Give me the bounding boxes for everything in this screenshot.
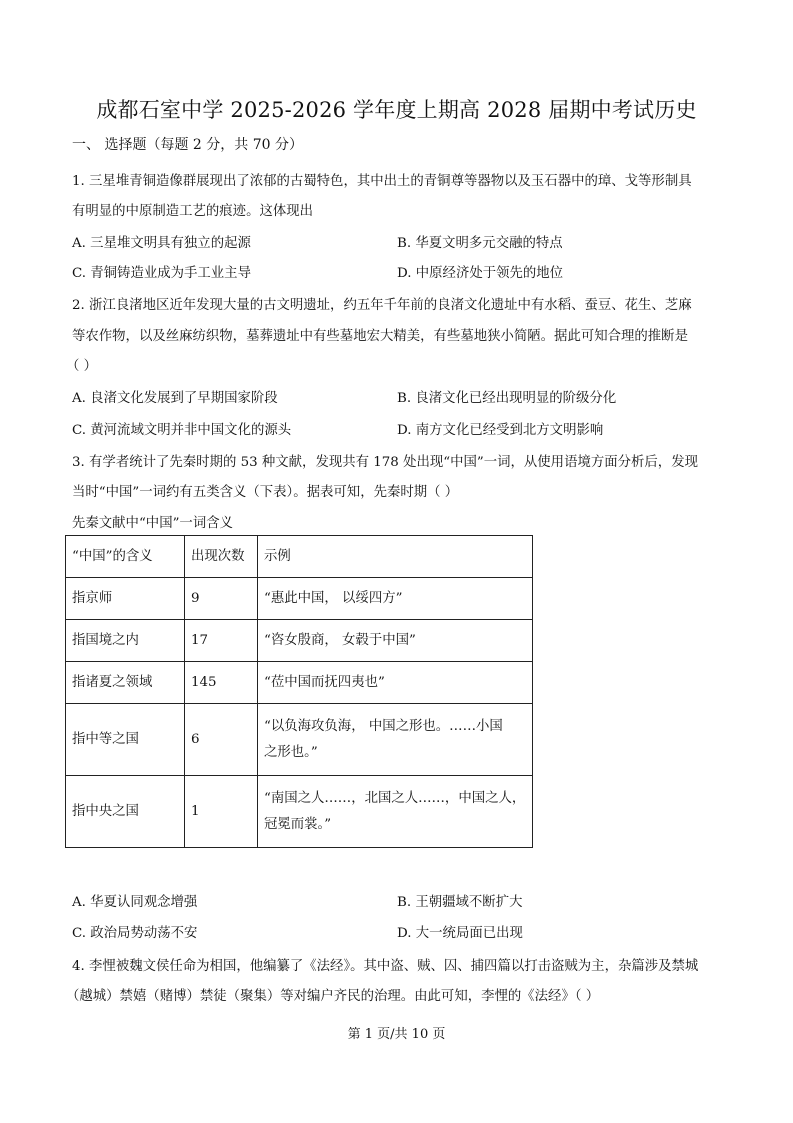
meaning-table [65,535,533,848]
example-text: “惠此中国， 以绥四方” [264,590,403,606]
q3-option-c: C. 政治局势动荡不安 [72,926,198,941]
table-header-row [66,536,533,578]
table-row [66,662,533,704]
q2-stem-line1: 2. 浙江良渚地区近年发现大量的古文明遗址，约五年千年前的良渚文化遗址中有水稻、蚕豆、花生、芝麻 [72,298,692,313]
example-text-cont: 之形也。” [264,744,318,760]
page-footer: 第 1 页/共 10 页 [347,1027,446,1042]
q2-answer-blank: （ ） [66,359,98,374]
q2-option-a: A. 良渚文化发展到了早期国家阶段 [72,391,278,406]
q2-stem-line2: 等农作物，以及丝麻纺织物，墓葬遗址中有些墓地宏大精美，有些墓地狭小简陋。据此可知合理的推断是 [72,329,688,344]
q4-stem-line2: （越城）禁嬉（赌博）禁徒（聚集）等对编户齐民的治理。由此可知，李悝的《法经》（ ） [66,989,600,1004]
section-heading: 一、 选择题（每题 2 分，共 70 分） [72,137,303,153]
example-text: “以负海攻负海， 中国之形也。……小国 [264,718,503,734]
q1-option-a: A. 三星堆文明具有独立的起源 [72,236,251,251]
table-cell-count: 1 [185,776,258,848]
table-header-cell: 示例 [258,536,533,578]
example-text: “南国之人……，北国之人……，中国之人， [264,790,526,806]
example-text-cont: 冠冕而裳。” [264,816,332,832]
q1-stem-line1: 1. 三星堆青铜造像群展现出了浓郁的古蜀特色，其中出土的青铜尊等器物以及玉石器中的璋、戈等形制具 [72,174,692,189]
page-title: 成都石室中学 2025-2026 学年度上期高 2028 届期中考试历史 [96,98,697,122]
q2-option-b: B. 良渚文化已经出现明显的阶级分化 [397,391,617,406]
q3-option-d: D. 大一统局面已出现 [397,926,523,941]
table-cell-example [258,578,533,620]
q1-option-d: D. 中原经济处于领先的地位 [397,266,564,281]
table-cell-meaning: 指中等之国 [66,704,185,776]
table-cell-count: 145 [185,662,258,704]
table-cell-example [258,620,533,662]
table-row [66,620,533,662]
table-cell-count: 6 [185,704,258,776]
q1-stem-line2: 有明显的中原制造工艺的痕迹。这体现出 [72,204,314,219]
q2-option-d: D. 南方文化已经受到北方文明影响 [397,423,604,438]
table-row [66,776,533,848]
table-caption: 先秦文献中“中国”一词含义 [72,516,233,531]
q3-option-b: B. 王朝疆域不断扩大 [397,895,523,910]
example-text: “咨女殷商， 女毂于中国” [264,632,416,648]
example-text: “莅中国而抚四夷也” [264,674,385,690]
q1-option-b: B. 华夏文明多元交融的特点 [397,236,563,251]
q2-option-c: C. 黄河流域文明并非中国文化的源头 [72,423,292,438]
table-row [66,704,533,776]
table-cell-count: 9 [185,578,258,620]
table-header-cell: “中国”的含义 [66,536,185,578]
table-cell-meaning: 指中央之国 [66,776,185,848]
table-cell-example [258,662,533,704]
q3-stem-line1: 3. 有学者统计了先秦时期的 53 种文献，发现共有 178 处出现“中国”一词，从使用语境方面分析后，发现 [72,455,698,470]
q3-stem-line2: 当时“中国”一词约有五类含义（下表）。据表可知，先秦时期（ ） [72,485,459,500]
table-row [66,578,533,620]
table-cell-count: 17 [185,620,258,662]
table-header-cell: 出现次数 [185,536,258,578]
table-cell-meaning: 指京师 [66,578,185,620]
table-cell-meaning: 指国境之内 [66,620,185,662]
table-cell-example [258,776,533,848]
q3-option-a: A. 华夏认同观念增强 [72,895,198,910]
table-cell-example [258,704,533,776]
q4-stem-line1: 4. 李悝被魏文侯任命为相国，他编纂了《法经》。其中盗、贼、囚、捕四篇以打击盗贼为主，杂篇涉及禁城 [72,959,699,974]
table-cell-meaning: 指诸夏之领域 [66,662,185,704]
q1-option-c: C. 青铜铸造业成为手工业主导 [72,266,251,281]
